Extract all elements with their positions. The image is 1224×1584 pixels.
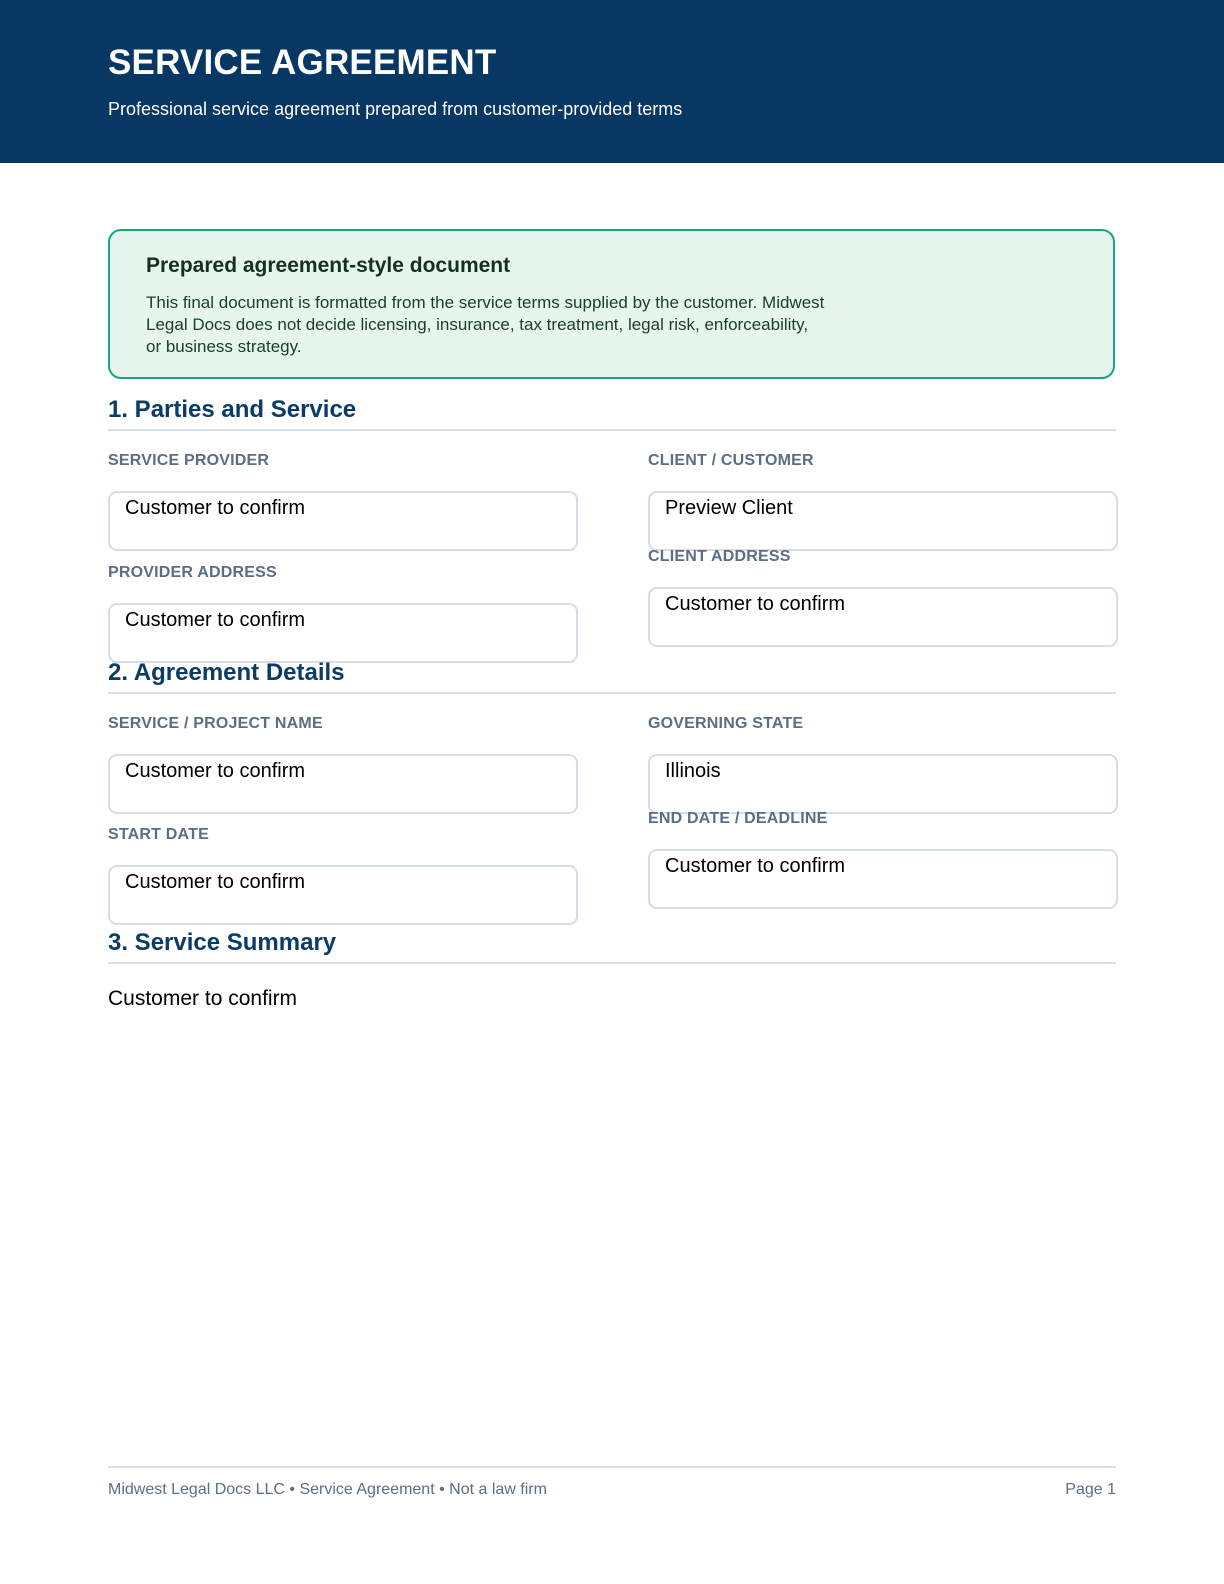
notice-title: Prepared agreement-style document	[146, 254, 511, 277]
provider-address-value: Customer to confirm	[125, 609, 306, 631]
footer-divider	[108, 1466, 1116, 1468]
governing-state-field[interactable]	[648, 754, 1118, 814]
start-date-label: START DATE	[108, 826, 209, 843]
client-address-field[interactable]	[648, 587, 1118, 647]
project-name-label: SERVICE / PROJECT NAME	[108, 715, 323, 732]
client-address-value: Customer to confirm	[665, 593, 846, 615]
section-title-parties: 1. Parties and Service	[108, 396, 357, 423]
client-field[interactable]	[648, 491, 1118, 551]
provider-address-field[interactable]	[108, 603, 578, 663]
end-date-field[interactable]	[648, 849, 1118, 909]
section-divider	[108, 962, 1116, 964]
section-divider	[108, 692, 1116, 694]
service-provider-label: SERVICE PROVIDER	[108, 452, 270, 469]
governing-state-value: Illinois	[665, 760, 721, 782]
notice-body: This final document is formatted from the service terms supplied by the customer. Midwest Legal Docs does not decide licensing, insurance, tax treatment, legal risk, enforceability, or business strategy.	[146, 293, 825, 356]
footer-text: Midwest Legal Docs LLC • Service Agreement • Not a law firm	[108, 1481, 547, 1498]
end-date-label: END DATE / DEADLINE	[648, 810, 828, 827]
client-label: CLIENT / CUSTOMER	[648, 452, 814, 469]
section-title-summary: 3. Service Summary	[108, 929, 337, 956]
end-date-value: Customer to confirm	[665, 855, 846, 877]
section-title-details: 2. Agreement Details	[108, 659, 345, 686]
document-title: SERVICE AGREEMENT	[108, 43, 497, 82]
start-date-field[interactable]	[108, 865, 578, 925]
project-name-value: Customer to confirm	[125, 760, 306, 782]
project-name-field[interactable]	[108, 754, 578, 814]
service-provider-field[interactable]	[108, 491, 578, 551]
service-provider-value: Customer to confirm	[125, 497, 306, 519]
service-summary-text: Customer to confirm	[108, 987, 298, 1010]
start-date-value: Customer to confirm	[125, 871, 306, 893]
governing-state-label: GOVERNING STATE	[648, 715, 804, 732]
notice-box	[108, 229, 1115, 379]
document-header	[0, 0, 1224, 163]
client-value: Preview Client	[665, 497, 793, 519]
client-address-label: CLIENT ADDRESS	[648, 548, 791, 565]
provider-address-label: PROVIDER ADDRESS	[108, 564, 277, 581]
page-number: Page 1	[1065, 1481, 1116, 1498]
section-divider	[108, 429, 1116, 431]
document-subtitle: Professional service agreement prepared from customer-provided terms	[108, 99, 683, 119]
